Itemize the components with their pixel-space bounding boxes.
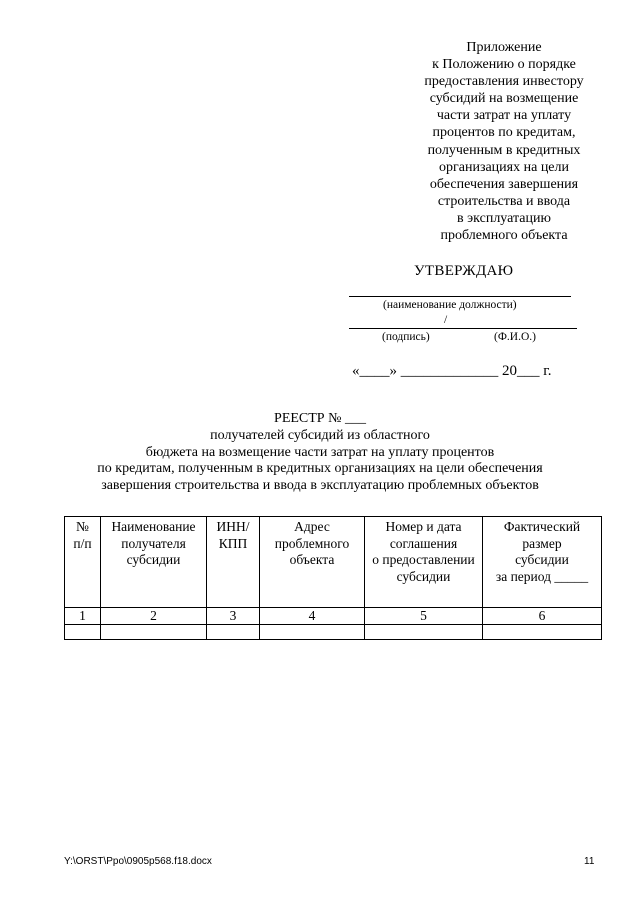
header-line: проблемного bbox=[274, 535, 350, 551]
column-number: 3 bbox=[207, 608, 260, 625]
header-line: субсидии bbox=[126, 552, 181, 567]
header-line: КПП bbox=[218, 535, 248, 551]
appendix-line: обеспечения завершения bbox=[429, 176, 579, 192]
column-header-amount bbox=[483, 517, 602, 608]
column-number: 4 bbox=[260, 608, 365, 625]
header-line: ИНН/ bbox=[216, 519, 250, 534]
header-line: п/п bbox=[73, 535, 92, 551]
approval-date: «____» _____________ 20___ г. bbox=[352, 363, 552, 379]
appendix-line: организациях на цели bbox=[439, 159, 569, 175]
appendix-line: субсидий на возмещение bbox=[429, 91, 579, 107]
appendix-line: процентов по кредитам, bbox=[432, 125, 576, 141]
approval-heading: УТВЕРЖДАЮ bbox=[414, 263, 514, 279]
column-header-address bbox=[260, 517, 365, 608]
header-line: № bbox=[76, 519, 89, 534]
table-cell bbox=[365, 625, 483, 640]
appendix-note bbox=[404, 39, 604, 244]
registry-title-line: получателей субсидий из областного bbox=[210, 427, 430, 443]
appendix-line: к Положению о порядке bbox=[432, 57, 576, 73]
header-line: получателя bbox=[121, 535, 186, 551]
table-cell bbox=[207, 625, 260, 640]
table-cell bbox=[260, 625, 365, 640]
registry-title bbox=[0, 411, 640, 495]
header-line: субсидии bbox=[396, 568, 451, 584]
header-line: Адрес bbox=[294, 519, 330, 534]
column-number: 1 bbox=[65, 608, 101, 625]
column-number-row bbox=[65, 608, 602, 625]
header-line: Номер и дата bbox=[385, 519, 462, 534]
table-cell bbox=[101, 625, 207, 640]
appendix-line: части затрат на уплату bbox=[436, 108, 572, 124]
footer-page-number: 11 bbox=[584, 856, 595, 867]
registry-title-line: по кредитам, полученным в кредитных организациях на цели обеспечения bbox=[97, 461, 543, 477]
header-line: соглашения bbox=[389, 535, 458, 551]
registry-title-line: бюджета на возмещение части затрат на уплату процентов bbox=[145, 444, 495, 460]
header-line: за период _____ bbox=[495, 568, 589, 584]
footer-file-path: Y:\ORST\Ppo\0905p568.f18.docx bbox=[64, 856, 212, 867]
header-line: Фактический bbox=[503, 519, 581, 534]
signature-slash: / bbox=[444, 314, 448, 326]
appendix-line: в эксплуатацию bbox=[457, 210, 551, 226]
column-number: 6 bbox=[483, 608, 602, 625]
column-header-number bbox=[65, 517, 101, 608]
table-cell bbox=[483, 625, 602, 640]
signature-line bbox=[349, 328, 577, 329]
registry-title-line: завершения строительства и ввода в эксплуатацию проблемных объектов bbox=[101, 478, 539, 494]
column-header-inn bbox=[207, 517, 260, 608]
column-header-recipient bbox=[101, 517, 207, 608]
name-caption: (Ф.И.О.) bbox=[494, 331, 536, 343]
signature-caption: (подпись) bbox=[382, 331, 430, 343]
table-row bbox=[65, 625, 602, 640]
position-caption: (наименование должности) bbox=[383, 299, 517, 311]
table-cell bbox=[65, 625, 101, 640]
appendix-line: строительства и ввода bbox=[437, 193, 571, 209]
header-line: Наименование bbox=[111, 519, 196, 534]
column-number: 5 bbox=[365, 608, 483, 625]
header-line: размер bbox=[522, 535, 562, 551]
appendix-line: Приложение bbox=[466, 40, 542, 55]
appendix-line: предоставления инвестору bbox=[424, 74, 584, 90]
column-header-agreement bbox=[365, 517, 483, 608]
registry-title-line: РЕЕСТР № ___ bbox=[274, 411, 366, 426]
table-header-row bbox=[65, 517, 602, 608]
appendix-line: полученным в кредитных bbox=[427, 142, 581, 158]
registry-table bbox=[64, 516, 602, 640]
position-line bbox=[349, 296, 571, 297]
header-line: объекта bbox=[289, 552, 335, 567]
header-line: субсидии bbox=[515, 552, 569, 567]
column-number: 2 bbox=[101, 608, 207, 625]
appendix-line: проблемного объекта bbox=[440, 228, 568, 244]
header-line: о предоставлении bbox=[372, 552, 475, 567]
